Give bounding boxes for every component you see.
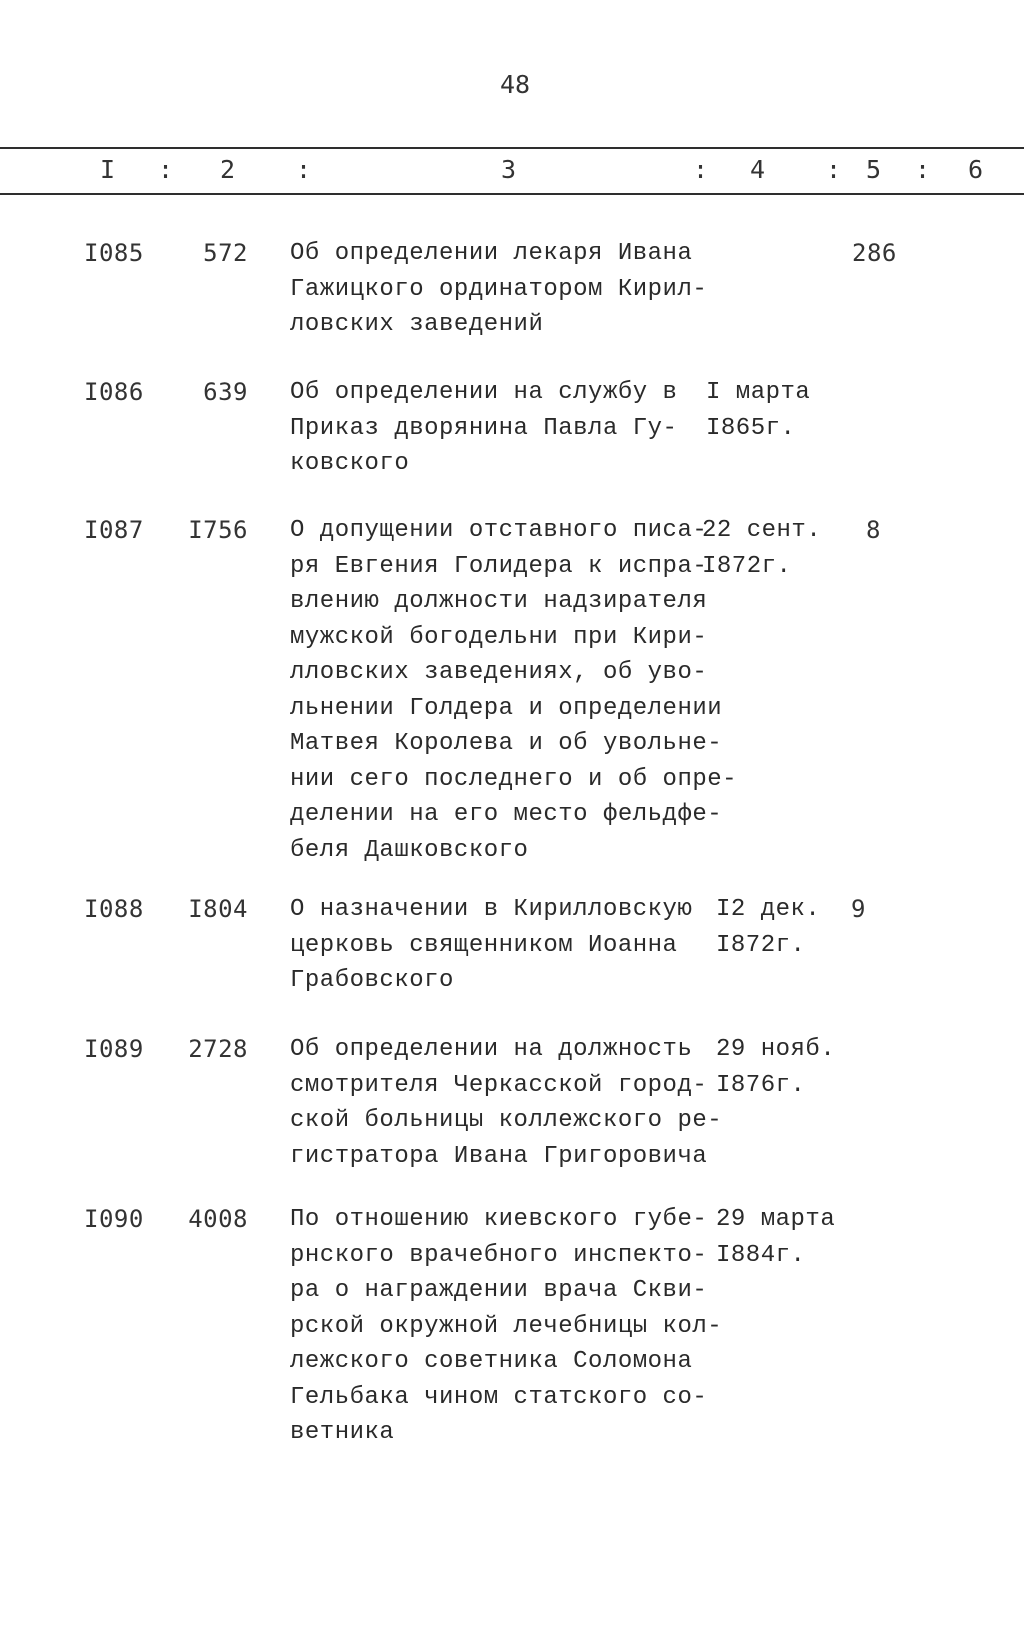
column-header-2: 2 <box>220 155 236 184</box>
date-line: 22 сент. <box>702 517 822 544</box>
date-line: I884г. <box>716 1241 806 1269</box>
entry-title <box>290 513 738 868</box>
title-line: О допущении отставного писа- <box>290 517 708 544</box>
title-line: лловских заведениях, об уво- <box>290 659 708 686</box>
date-line: I872г. <box>702 552 792 580</box>
entry-title <box>290 1032 723 1174</box>
title-line: ра о награждении врача Скви- <box>290 1277 708 1304</box>
column-separator: : <box>826 155 842 184</box>
column-header-3: 3 <box>501 155 517 184</box>
column-header-row <box>0 155 1024 189</box>
title-line: Гажицкого ординатором Кирил- <box>290 275 708 303</box>
sheet-count: 8 <box>866 516 881 544</box>
title-line: Матвея Королева и об увольне- <box>290 730 723 757</box>
date-line: I865г. <box>706 414 796 442</box>
header-top-rule <box>0 147 1024 149</box>
title-line: Об определении на должность <box>290 1036 693 1063</box>
column-header-4: 4 <box>750 155 766 184</box>
entry-date <box>702 513 822 584</box>
entry-title <box>290 236 720 343</box>
title-line: О назначении в Кирилловскую <box>290 896 693 923</box>
file-number: 639 <box>203 378 248 406</box>
title-line: Об определении на службу в <box>290 379 678 406</box>
entry-title <box>290 892 720 999</box>
sheet-count: 9 <box>851 895 866 923</box>
date-line: 29 нояб. <box>716 1036 836 1063</box>
title-line: ветника <box>290 1419 395 1446</box>
title-line: рской окружной лечебницы кол- <box>290 1312 723 1340</box>
title-line: мужской богодельни при Кири- <box>290 623 708 651</box>
date-line: I марта <box>706 379 811 406</box>
date-line: I2 дек. <box>716 896 821 923</box>
title-line: Гельбака чином статского со- <box>290 1383 708 1411</box>
entry-number: I086 <box>84 378 144 406</box>
title-line: Приказ дворянина Павла Гу- <box>290 414 678 442</box>
entry-number: I089 <box>84 1035 144 1063</box>
column-header-5: 5 <box>866 155 882 184</box>
entry-date <box>706 375 826 446</box>
file-number: 572 <box>203 239 248 267</box>
title-line: церковь священником Иоанна <box>290 931 678 959</box>
title-line: льнении Голдера и определении <box>290 694 723 722</box>
sheet-count: 286 <box>852 239 897 267</box>
column-header-6: 6 <box>968 155 984 184</box>
entry-date <box>716 1202 836 1273</box>
title-line: гистратора Ивана Григоровича <box>290 1142 708 1170</box>
title-line: лежского советника Соломона <box>290 1348 693 1375</box>
column-separator: : <box>693 155 709 184</box>
title-line: рнского врачебного инспекто- <box>290 1241 708 1269</box>
entry-number: I090 <box>84 1205 144 1233</box>
title-line: ловских заведений <box>290 311 544 338</box>
title-line: влению должности надзирателя <box>290 588 708 615</box>
entry-date <box>716 892 836 963</box>
header-bottom-rule <box>0 193 1024 195</box>
title-line: ря Евгения Голидера к испра- <box>290 552 708 580</box>
file-number: 2728 <box>188 1035 248 1063</box>
entry-number: I088 <box>84 895 144 923</box>
date-line: 29 марта <box>716 1206 836 1233</box>
title-line: ковского <box>290 450 410 477</box>
column-separator: : <box>915 155 931 184</box>
entry-date <box>716 1032 836 1103</box>
date-line: I872г. <box>716 931 806 959</box>
entry-number: I085 <box>84 239 144 267</box>
entry-title <box>290 1202 723 1451</box>
title-line: ской больницы коллежского ре- <box>290 1107 723 1134</box>
column-separator: : <box>158 155 174 184</box>
title-line: По отношению киевского губе- <box>290 1206 708 1233</box>
entry-title <box>290 375 720 482</box>
file-number: I804 <box>188 895 248 923</box>
title-line: Грабовского <box>290 967 454 994</box>
file-number: I756 <box>188 516 248 544</box>
entry-number: I087 <box>84 516 144 544</box>
date-line: I876г. <box>716 1071 806 1099</box>
title-line: нии сего последнего и об опре- <box>290 765 738 793</box>
column-header-1: I <box>100 155 116 184</box>
page-number: 48 <box>499 70 531 99</box>
title-line: Об определении лекаря Ивана <box>290 240 693 267</box>
file-number: 4008 <box>188 1205 248 1233</box>
column-separator: : <box>296 155 312 184</box>
title-line: беля Дашковского <box>290 836 529 864</box>
title-line: смотрителя Черкасской город- <box>290 1071 708 1099</box>
title-line: делении на его место фельдфе- <box>290 801 723 828</box>
